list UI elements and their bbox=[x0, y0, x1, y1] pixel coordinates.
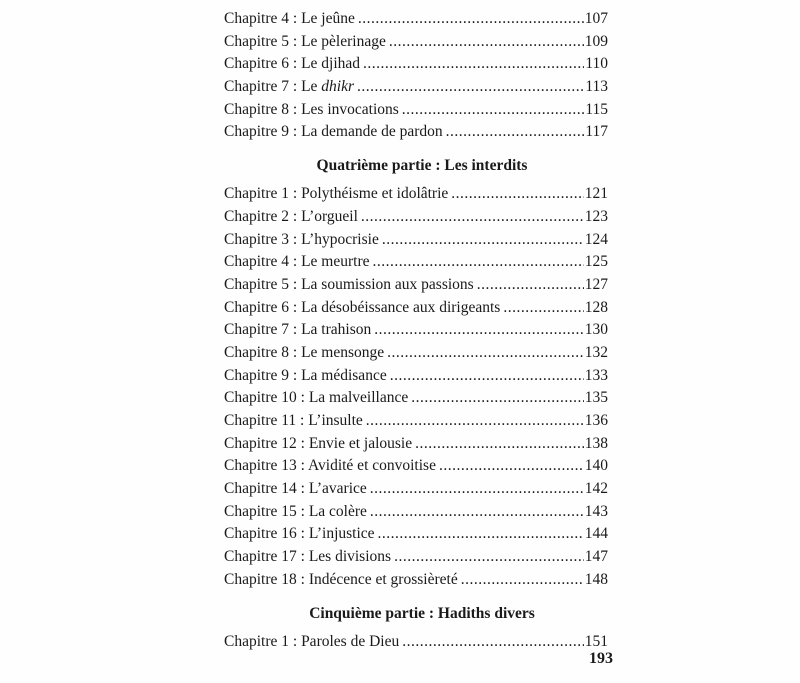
toc-entry-label bbox=[224, 387, 408, 410]
toc-entry-label bbox=[224, 8, 355, 31]
toc-entry bbox=[224, 121, 608, 144]
entry-page-number: 107 bbox=[584, 10, 608, 27]
page-number: 193 bbox=[589, 650, 613, 667]
part-heading: Quatrième partie : Les interdits bbox=[316, 157, 528, 175]
toc-entry-label bbox=[224, 433, 412, 456]
dot-leader bbox=[415, 433, 584, 456]
chapter-title: La demande de pardon bbox=[301, 123, 443, 141]
toc-entry bbox=[224, 76, 608, 99]
chapter-number: Chapitre 15 : bbox=[224, 502, 305, 520]
chapter-number: Chapitre 2 : bbox=[224, 207, 298, 225]
chapter-title: Le mensonge bbox=[301, 343, 385, 361]
chapter-title: La trahison bbox=[301, 321, 372, 339]
toc-entry-label bbox=[224, 99, 399, 122]
chapter-number: Chapitre 5 : bbox=[224, 275, 298, 293]
entry-page-number: 127 bbox=[584, 275, 608, 293]
entry-page-number: 147 bbox=[584, 548, 608, 566]
toc-entry-label bbox=[224, 523, 375, 546]
toc-section bbox=[224, 154, 608, 591]
entry-page-number: 151 bbox=[584, 632, 608, 650]
toc-entry bbox=[224, 31, 608, 54]
chapter-title: Le djihad bbox=[301, 55, 361, 73]
toc-entry-label bbox=[224, 546, 391, 569]
dot-leader bbox=[402, 631, 584, 654]
chapter-number: Chapitre 4 : bbox=[224, 10, 298, 27]
toc-entry-label bbox=[224, 569, 458, 592]
toc-section bbox=[224, 602, 608, 654]
dot-leader bbox=[374, 319, 584, 342]
dot-leader bbox=[361, 206, 584, 229]
toc-entry bbox=[224, 569, 608, 592]
toc-entry-label bbox=[224, 297, 500, 320]
dot-leader bbox=[363, 53, 584, 76]
chapter-number: Chapitre 9 : bbox=[224, 366, 298, 384]
toc-entry-label bbox=[224, 53, 360, 76]
part-heading: Cinquième partie : Hadiths divers bbox=[309, 604, 535, 622]
chapter-title: Le jeûne bbox=[301, 10, 355, 27]
chapter-title: La malveillance bbox=[308, 389, 409, 407]
toc-entry-label bbox=[224, 342, 384, 365]
dot-leader bbox=[394, 546, 584, 569]
chapter-title: La médisance bbox=[301, 366, 387, 384]
chapter-number: Chapitre 7 : bbox=[224, 78, 298, 96]
dot-leader bbox=[382, 229, 584, 252]
entry-page-number: 136 bbox=[584, 412, 608, 429]
entry-page-number: 140 bbox=[584, 457, 608, 475]
dot-leader bbox=[503, 297, 583, 320]
chapter-number: Chapitre 8 : bbox=[224, 343, 298, 361]
dot-leader bbox=[446, 121, 585, 144]
toc-entry-label bbox=[224, 478, 367, 501]
toc-entry bbox=[224, 229, 608, 252]
chapter-number: Chapitre 1 : bbox=[224, 632, 298, 650]
chapter-title: La colère bbox=[308, 502, 367, 520]
toc-entry bbox=[224, 342, 608, 365]
entry-page-number: 128 bbox=[584, 298, 608, 316]
toc-entry bbox=[224, 523, 608, 546]
chapter-title: Le meurtre bbox=[301, 253, 370, 271]
chapter-number: Chapitre 3 : bbox=[224, 230, 298, 248]
toc-entry bbox=[224, 631, 608, 654]
chapter-number: Chapitre 6 : bbox=[224, 298, 298, 316]
toc-entry bbox=[224, 53, 608, 76]
chapter-title: Le pèlerinage bbox=[301, 32, 386, 50]
entry-page-number: 138 bbox=[584, 434, 608, 452]
entry-page-number: 110 bbox=[585, 55, 608, 73]
entry-page-number: 143 bbox=[584, 502, 608, 520]
entry-page-number: 125 bbox=[584, 253, 608, 271]
toc-entry-label bbox=[224, 365, 387, 388]
entry-page-number: 142 bbox=[584, 480, 608, 498]
chapter-title-italic: dhikr bbox=[321, 78, 355, 96]
dot-leader bbox=[461, 569, 584, 592]
chapter-number: Chapitre 17 : bbox=[224, 548, 305, 566]
toc-entry bbox=[224, 297, 608, 320]
dot-leader bbox=[411, 387, 584, 410]
entry-page-number: 148 bbox=[584, 570, 608, 588]
toc-entry bbox=[224, 546, 608, 569]
entry-page-number: 117 bbox=[585, 123, 608, 141]
toc-entry-label bbox=[224, 251, 369, 274]
toc-entry-label bbox=[224, 206, 358, 229]
toc-entry bbox=[224, 183, 608, 206]
chapter-number: Chapitre 5 : bbox=[224, 32, 298, 50]
chapter-number: Chapitre 1 : bbox=[224, 185, 298, 203]
entry-page-number: 121 bbox=[584, 185, 608, 203]
toc-entry-label bbox=[224, 501, 367, 524]
toc-entry bbox=[224, 387, 608, 410]
chapter-title: L’avarice bbox=[308, 480, 367, 498]
chapter-title: Polythéisme et idolâtrie bbox=[301, 185, 449, 203]
chapter-title: L’insulte bbox=[308, 412, 363, 429]
chapter-title: Avidité et convoitise bbox=[307, 457, 436, 475]
entry-page-number: 144 bbox=[584, 525, 608, 543]
chapter-number: Chapitre 8 : bbox=[224, 100, 298, 118]
dot-leader bbox=[370, 478, 584, 501]
chapter-title: L’hypocrisie bbox=[301, 230, 379, 248]
chapter-title: L’orgueil bbox=[301, 207, 358, 225]
chapter-number: Chapitre 14 : bbox=[224, 480, 305, 498]
chapter-number: Chapitre 12 : bbox=[224, 434, 305, 452]
toc-entry bbox=[224, 8, 608, 31]
toc-entry-label bbox=[224, 410, 363, 433]
toc-entry-label bbox=[224, 631, 399, 654]
chapter-title: Indécence et grossièreté bbox=[308, 570, 458, 588]
toc-entry-label bbox=[224, 455, 436, 478]
entry-page-number: 124 bbox=[584, 230, 608, 248]
chapter-title: Les divisions bbox=[308, 548, 392, 566]
chapter-number: Chapitre 9 : bbox=[224, 123, 298, 141]
chapter-title: Envie et jalousie bbox=[308, 434, 413, 452]
dot-leader bbox=[390, 365, 584, 388]
toc-entry-label bbox=[224, 229, 379, 252]
toc-entry bbox=[224, 501, 608, 524]
dot-leader bbox=[389, 31, 584, 54]
chapter-number: Chapitre 13 : bbox=[224, 457, 305, 475]
chapter-number: Chapitre 16 : bbox=[224, 525, 305, 543]
toc-entry-label bbox=[224, 274, 474, 297]
dot-leader bbox=[477, 274, 584, 297]
toc-section bbox=[224, 8, 608, 144]
chapter-number: Chapitre 4 : bbox=[224, 253, 298, 271]
entry-page-number: 113 bbox=[585, 78, 608, 96]
chapter-title: Le bbox=[301, 78, 318, 96]
dot-leader bbox=[357, 76, 584, 99]
toc-entry-label bbox=[224, 76, 354, 99]
chapter-number: Chapitre 6 : bbox=[224, 55, 298, 73]
dot-leader bbox=[370, 501, 584, 524]
dot-leader bbox=[372, 251, 583, 274]
toc-entry-label bbox=[224, 31, 386, 54]
toc-entry bbox=[224, 410, 608, 433]
toc-entry-label bbox=[224, 183, 448, 206]
chapter-title: La soumission aux passions bbox=[301, 275, 474, 293]
toc-entry bbox=[224, 478, 608, 501]
dot-leader bbox=[439, 455, 584, 478]
dot-leader bbox=[378, 523, 584, 546]
dot-leader bbox=[366, 410, 584, 433]
entry-page-number: 132 bbox=[584, 343, 608, 361]
toc-entry-label bbox=[224, 121, 443, 144]
chapter-number: Chapitre 11 : bbox=[224, 412, 305, 429]
chapter-title: La désobéissance aux dirigeants bbox=[301, 298, 501, 316]
toc-entry bbox=[224, 433, 608, 456]
entry-page-number: 135 bbox=[584, 389, 608, 407]
toc-entry bbox=[224, 251, 608, 274]
entry-page-number: 115 bbox=[585, 100, 608, 118]
entry-page-number: 130 bbox=[584, 321, 608, 339]
entry-page-number: 109 bbox=[584, 32, 608, 50]
toc-entry bbox=[224, 319, 608, 342]
chapter-number: Chapitre 18 : bbox=[224, 570, 305, 588]
dot-leader bbox=[387, 342, 584, 365]
chapter-title: L’injustice bbox=[308, 525, 375, 543]
entry-page-number: 133 bbox=[584, 366, 608, 384]
toc-entry bbox=[224, 274, 608, 297]
chapter-number: Chapitre 7 : bbox=[224, 321, 298, 339]
toc-entry bbox=[224, 455, 608, 478]
table-of-contents bbox=[224, 8, 608, 653]
dot-leader bbox=[402, 99, 585, 122]
toc-entry bbox=[224, 99, 608, 122]
chapter-number: Chapitre 10 : bbox=[224, 389, 305, 407]
chapter-title: Les invocations bbox=[301, 100, 399, 118]
dot-leader bbox=[451, 183, 583, 206]
toc-entry bbox=[224, 365, 608, 388]
chapter-title: Paroles de Dieu bbox=[301, 632, 400, 650]
toc-entry-label bbox=[224, 319, 371, 342]
toc-entry bbox=[224, 206, 608, 229]
dot-leader bbox=[358, 8, 584, 31]
entry-page-number: 123 bbox=[584, 207, 608, 225]
